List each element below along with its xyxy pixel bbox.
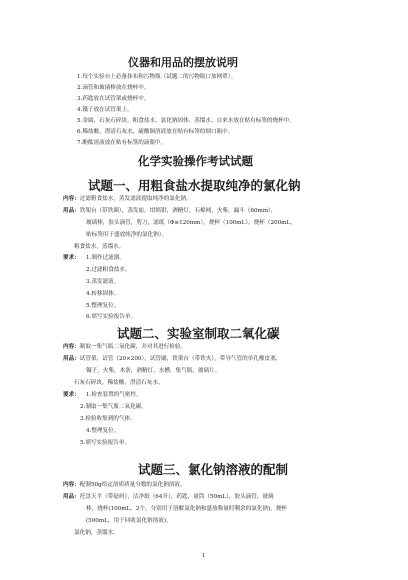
q1-supplies-line-3: 贴标签用于盛放纯净的氯化钠）。 (86, 232, 168, 238)
q2-req-5: 5.填写实验报告单。 (80, 440, 131, 446)
q2-supplies-line-1: 试管架，试管（20×200），试管刷，铁架台（带铁夹），带导气管的单孔橡皮塞， (79, 356, 282, 362)
q1-content: 过滤粗食盐水，蒸发滤液提取纯净的氯化钠。 (79, 196, 192, 202)
q2-supplies-label: 用品： (63, 356, 80, 362)
placement-item-1: 1.每个实验台上必备抹布和污物瓶（试题二的污物瓶口加网罩）。 (77, 74, 237, 80)
placement-item-4: 4.镊子放在试管架上。 (77, 107, 133, 113)
placement-item-6: 6.稀盐酸、澄清石灰水、硫酸铜溶液放在贴有标签的细口瓶中。 (77, 129, 234, 135)
placement-item-3: 3.药匙放在试管架或烧杯中。 (77, 96, 150, 102)
placement-item-5: 5.金属、石灰石碎块、粗食盐水、氯化钠固体、蒸馏水、自来水放在贴有标签的烧杯中。 (77, 118, 295, 124)
q2-req-4: 4.整理复位。 (86, 428, 120, 434)
q2-req-3: 3.检验收集到的气体。 (80, 416, 136, 422)
question-2-title: 试题二、实验室制取二氧化碳 (117, 326, 280, 341)
q2-req-1: 1.检查装置的气密性。 (86, 392, 142, 398)
q2-content: 制取一集气瓶二氧化碳，并对其进行检验。 (79, 344, 187, 350)
q3-content-label: 内容： (63, 482, 80, 488)
question-1-title: 试题一、用粗食盐水提取纯净的氯化钠 (88, 178, 301, 193)
q1-supplies-line-1: 铁架台（带铁圈），蒸发皿，坩埚钳，酒精灯，石棉网，火柴，漏斗（60mm）， (79, 208, 277, 214)
q2-supplies-line-2: 镊子，火柴，木条，酒精灯，水槽，集气瓶，玻璃片。 (86, 368, 221, 374)
q1-req-3: 3.蒸发滤液。 (86, 279, 120, 285)
q3-supplies-extra: 氯化钠，蒸馏水。 (74, 530, 119, 536)
q1-req-1: 1.制作过滤器。 (86, 255, 125, 261)
q3-supplies-label: 用品： (63, 494, 80, 500)
q3-content: 配制50g给定溶质质量分数的氯化钠溶液。 (79, 482, 186, 488)
q2-req-label: 要求： (63, 392, 80, 398)
placement-title: 仪器和用品的摆放说明 (128, 56, 238, 69)
q2-req-2: 2.制取一集气瓶二氧化碳。 (80, 404, 147, 410)
question-3-title: 试题三、氯化钠溶液的配制 (138, 462, 289, 477)
q1-supplies-label: 用品： (63, 208, 80, 214)
q1-req-4: 4.转移固体。 (86, 291, 120, 297)
q1-req-6: 6.填写实验报告单。 (86, 314, 137, 320)
placement-item-2: 2.滴管和玻璃棒放在烧杯中。 (77, 85, 150, 91)
q3-supplies-line-2: 棒，烧杯(100mL，2个，分别用于溶解氯化钠和盛放称量时剩余的氯化钠)，烧杯 (86, 506, 288, 512)
q1-supplies-line-2: 玻璃棒，胶头滴管，剪刀，滤纸（Φ≥120mm），烧杯（100mL），烧杯（200mL， (86, 220, 296, 226)
exam-title: 化学实验操作考试试题 (138, 154, 253, 168)
q1-supplies-extra: 粗食盐水，蒸馏水。 (74, 244, 125, 250)
q3-supplies-line-1: 托盘天平（带砝码），洁净纸（64开），药匙，量筒（50mL），胶头滴管，玻璃 (79, 494, 274, 500)
q1-req-5: 5.整理复位。 (86, 303, 120, 309)
q1-req-label: 要求： (63, 255, 80, 261)
q2-supplies-extra: 石灰石碎块，稀盐酸，澄清石灰水。 (74, 380, 164, 386)
q1-req-2: 2.过滤粗食盐水。 (86, 267, 131, 273)
q2-content-label: 内容： (63, 344, 80, 350)
q1-content-label: 内容： (63, 196, 80, 202)
placement-item-7: 7.酚酞溶液放在贴有标签的滴瓶中。 (77, 140, 167, 146)
page-number: 1 (202, 553, 206, 559)
q3-supplies-line-3: (500mL，用于回收氯化钠溶液)。 (86, 518, 172, 524)
